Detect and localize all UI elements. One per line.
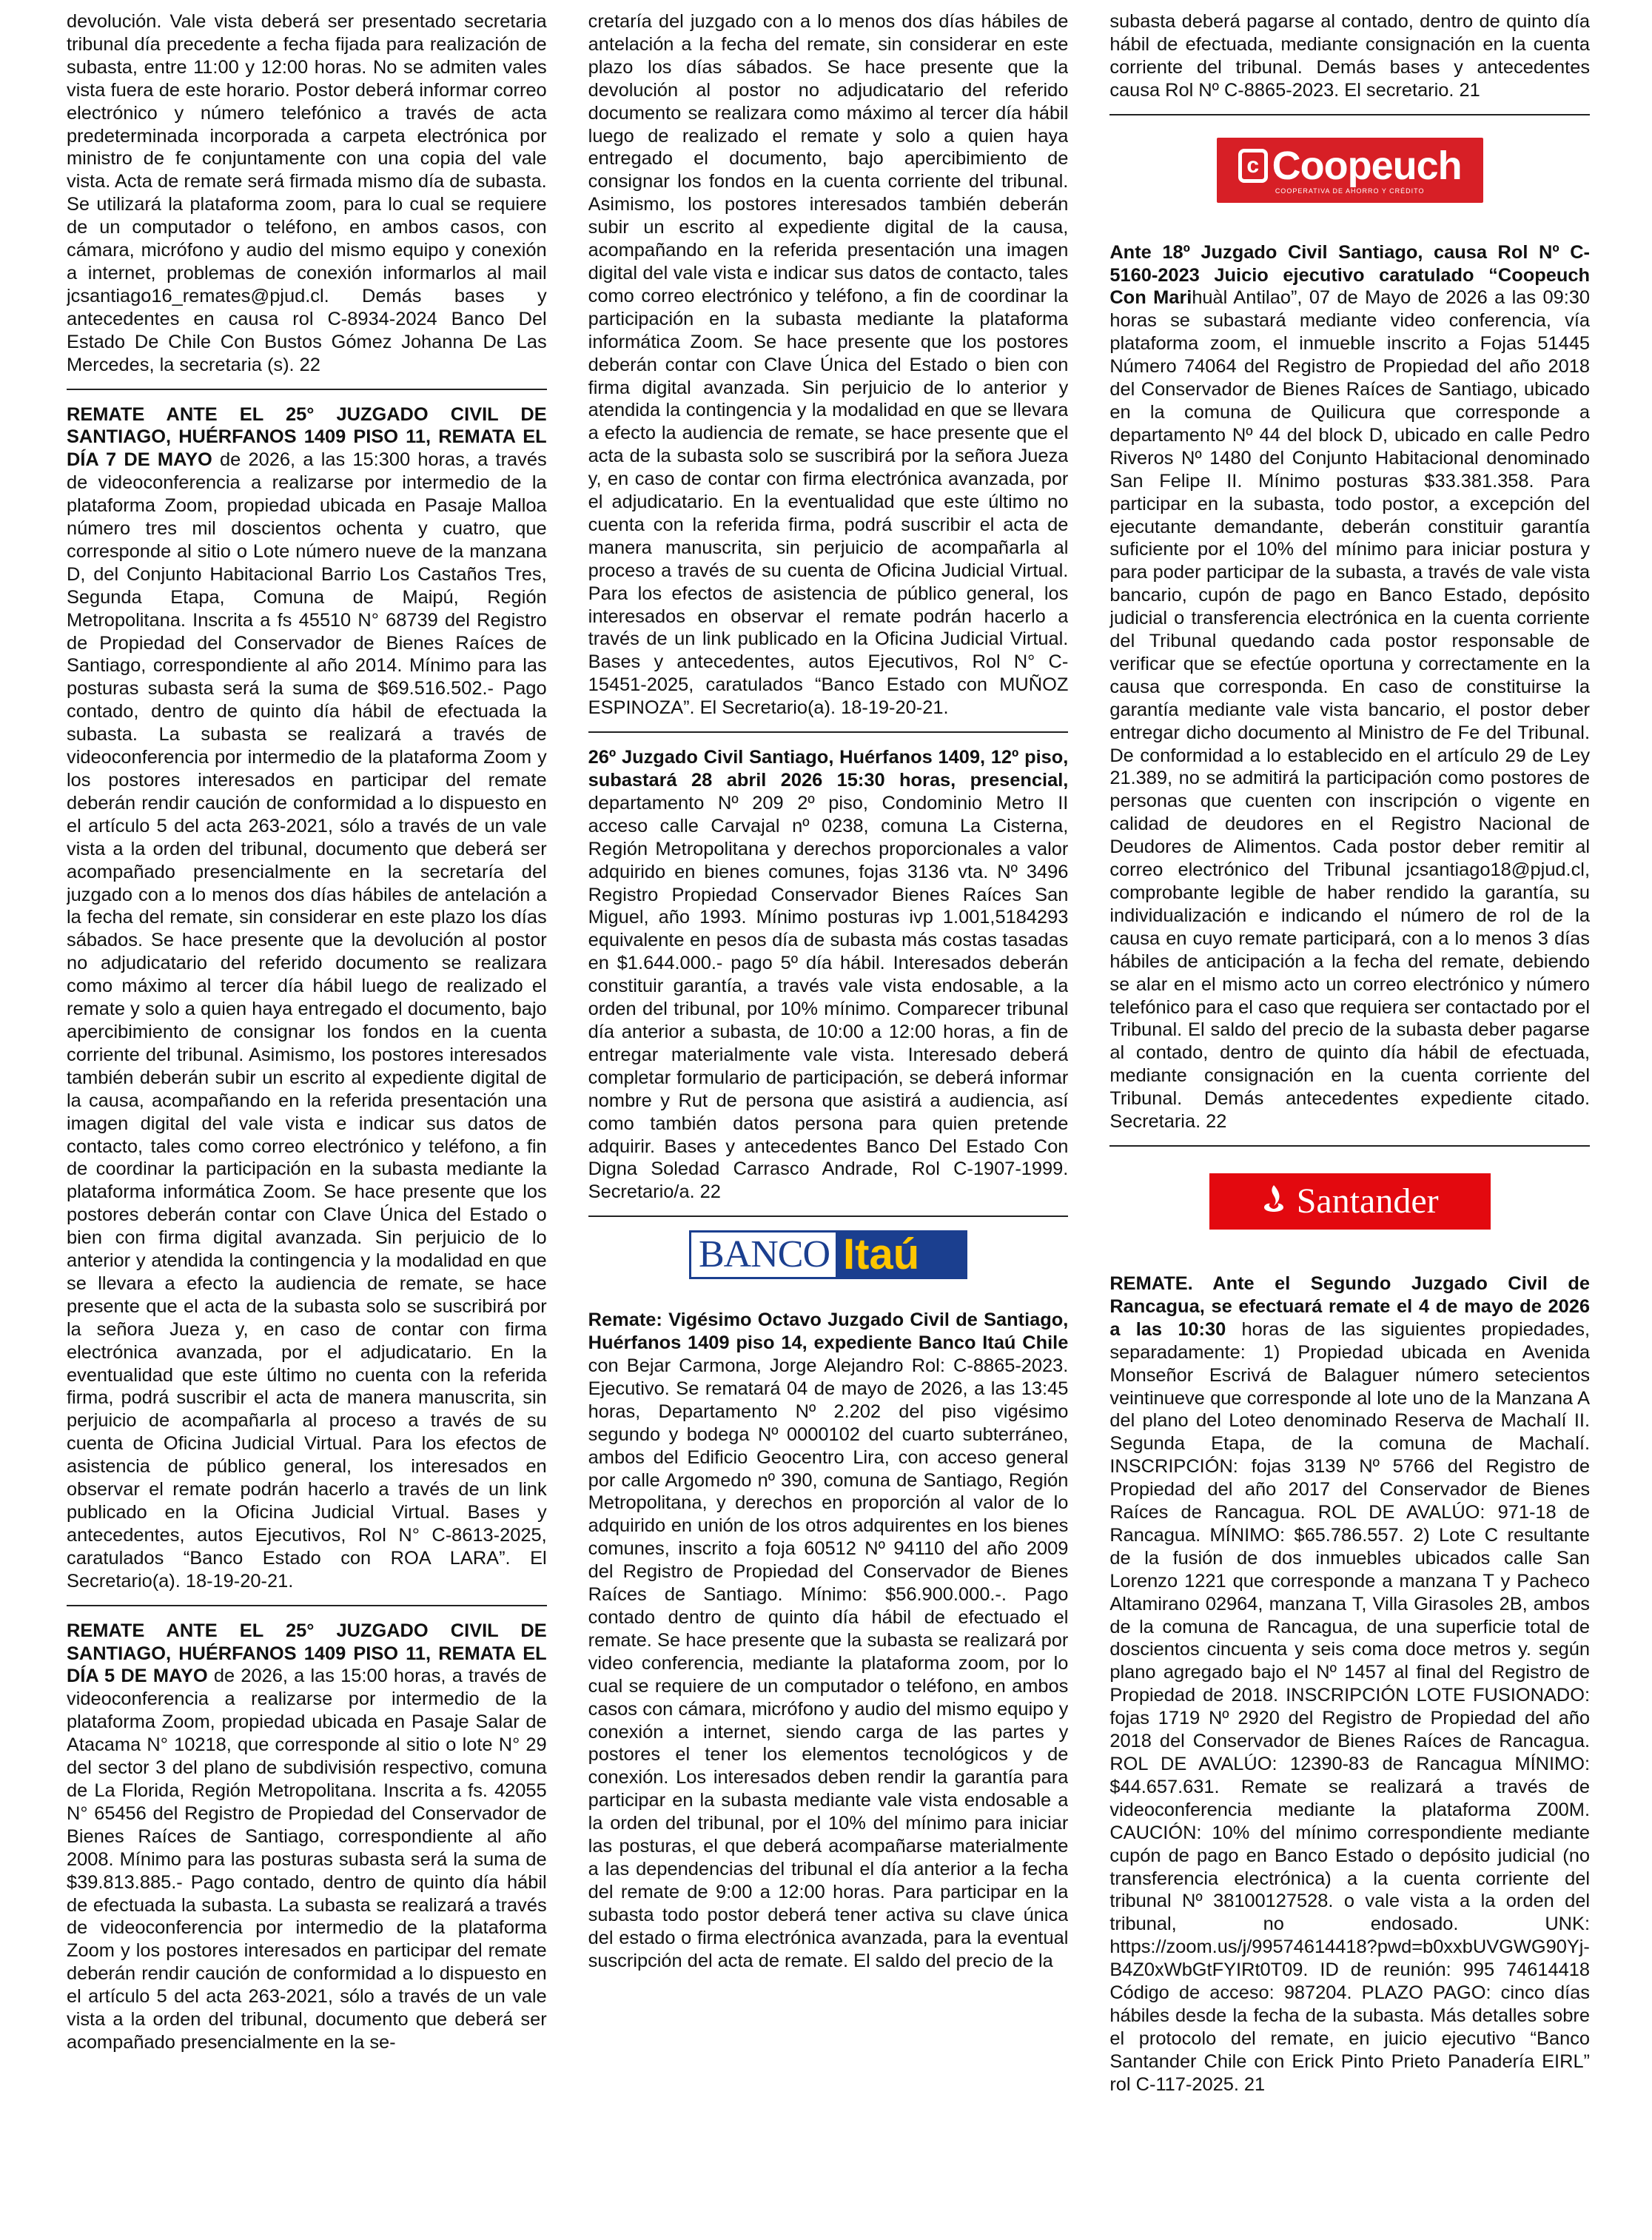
banco-itau-logo bbox=[588, 1230, 1069, 1279]
divider bbox=[588, 1215, 1069, 1217]
notice-18-juzgado-coopeuch bbox=[1109, 241, 1590, 1133]
notice-heading: Remate: Vigésimo Octavo Juzgado Civil de Santiago, Huérfanos 1409 piso 14, expediente Banco Itaú Chile bbox=[588, 1310, 1069, 1354]
divider bbox=[1109, 114, 1590, 115]
column-right bbox=[1109, 10, 1590, 2236]
notice-heading: REMATE ANTE EL 25° JUZGADO CIVIL DE SANTIAGO, HUÉRFANOS 1409 PISO 11, REMATA EL DÍA 5 DE MAYO bbox=[67, 1620, 547, 1687]
column-left bbox=[67, 10, 547, 2236]
logo-banco-text: BANCO bbox=[699, 1233, 830, 1276]
logo-coopeuch-text: Coopeuch bbox=[1272, 143, 1462, 188]
notice-text: de 2026, a las 15:300 horas, a través de videoconferencia a realizarse por intermedio de la plataforma Zoom, propiedad ubicada en Pasaje Malloa número tres mil doscientos ochenta y cuatro, que corresponde al sitio o Lote número nueve de la manzana D, del Conjunto Habitacional Barrio Los Castaños Tres, Segunda Etapa, Comuna de Maipú, Región Metropolitana. Inscrita a fs 45510 N° 68739 del Registro de Propiedad del Conservador de Bienes Raíces de Santiago, correspondiente al año 2014. Mínimo para las posturas subasta será la suma de $69.516.502.- Pago contado, dentro de quinto día hábil de efectuada la subasta. La subasta se realizará a través de videoconferencia por intermedio de la plataforma Zoom y los postores interesados en participar del remate deberán rendir caución de conformidad a lo dispuesto en el artículo 5 del acta 263-2021, sólo a través de un vale vista a la orden del tribunal, documento que deberá ser acompañado presencialmente en la secretaría del juzgado con a lo menos dos días hábiles de antelación a la fecha del remate, sin considerar en este plazo los días sábados. Se hace presente que la devolución al postor no adjudicatario del referido documento se realizara como máximo al tercer día hábil luego de realizado el remate y solo a quien haya entregado el documento, bajo apercibimiento de consignar los fondos en la cuenta corriente del tribunal. Asimismo, los postores interesados también deberán subir un escrito al expediente digital de la causa, acompañando en la referida presentación una imagen digital del vale vista e indicar sus datos de contacto, tales como correo electrónico y teléfono, a fin de coordinar la participación en la subasta mediante la plataforma informática Zoom. Se hace presente que los postores deberán contar con Clave Única del Estado o bien con firma digital avanzada. Sin perjuicio de lo anterior y atendida la contingencia y la modalidad en que se llevara a efecto la audiencia de remate, se hace presente que el acta de la subasta solo se suscribirá por la señora Jueza y, en caso de contar con firma electrónica avanzada, por el adjudicatario. En la eventualidad que este último no cuenta con la referida firma, podrá suscribir el acta de manera manuscrita, sin perjuicio de acompañarla al proceso a través de su cuenta de Oficina Judicial Virtual. Para los efectos de asistencia de público general, los interesados en observar el remate podrán hacerlo a través de un link publicado en la Oficina Judicial Virtual. Bases y antecedentes, autos Ejecutivos, Rol N° C-8613-2025, caratulados “Banco Estado con ROA LARA”. El Secretario(a). 18-19-20-21. bbox=[67, 449, 547, 1592]
notice-heading: 26º Juzgado Civil Santiago, Huérfanos 1409, 12º piso, subastará 28 abril 2026 15:30 horas, presencial, bbox=[588, 747, 1069, 791]
notice-25-juzgado-7-mayo bbox=[67, 403, 547, 1593]
notice-25-juzgado-5-mayo bbox=[67, 1620, 547, 2054]
notice-rancagua-santander bbox=[1109, 1272, 1590, 2096]
coopeuch-logo bbox=[1109, 129, 1590, 212]
logo-coopeuch-subtitle: COOPERATIVA DE AHORRO Y CRÉDITO bbox=[1275, 187, 1425, 195]
notice-continuation bbox=[1109, 10, 1590, 102]
santander-flame-icon bbox=[1261, 1184, 1286, 1219]
divider bbox=[1109, 1145, 1590, 1147]
notice-heading: REMATE ANTE EL 25° JUZGADO CIVIL DE SANTIAGO, HUÉRFANOS 1409 PISO 11, REMATA EL DÍA 7 DE MAYO bbox=[67, 403, 547, 471]
notice-heading: Ante 18º Juzgado Civil Santiago, causa Rol Nº C-5160-2023 Juicio ejecutivo caratulado “Coopeuch Con Mari bbox=[1109, 241, 1591, 309]
notice-continuation bbox=[588, 10, 1069, 720]
santander-logo bbox=[1109, 1160, 1590, 1243]
notice-text: huàl Antilao”, 07 de Mayo de 2026 a las 09:30 horas se subastará mediante video conferencia, vía plataforma zoom, el inmueble inscrito a Fojas 51445 Número 74064 del Registro de Propiedad del año 2018 del Conservador de Bienes Raíces de Santiago, ubicado en la comuna de Quilicura que corresponde a departamento Nº 44 del block D, ubicado en calle Pedro Riveros Nº 1480 del Conjunto Habitacional denominado San Felipe II. Mínimo posturas $33.381.358. Para participar en la subasta, todo postor, a excepción del ejecutante demandante, deberán constituir garantía suficiente por el 10% del mínimo para iniciar postura y para poder participar de la subasta, a través de vale vista bancario, cupón de pago en Banco Estado, depósito judicial o transferencia electrónica en la cuenta corriente del Tribunal quedando cada postor responsable de verificar que se efectúe oportuna y correctamente en la causa que corresponda. En caso de constituirse la garantía mediante vale vista bancario, el postor deber entregar dicho documento al Ministro de Fe del Tribunal. De conformidad a lo establecido en el artículo 29 de Ley 21.389, no se admitirá la participación como postores de personas que cuenten con inscripción o vigente en calidad de deudores en el Registro Nacional de Deudores de Alimentos. Cada postor deber remitir al correo electrónico del Tribunal jcsantiago18@pjud.cl, comprobante legible de haber rendido la garantía, su individualización e indicando el número de rol de la causa en cuyo remate participará, con a lo menos 3 días hábiles de anticipación a la fecha del remate, debiendo se alar en el mismo acto un correo electrónico y número telefónico para el caso que requiera ser contactado por el Tribunal. El saldo del precio de la subasta deber pagarse al contado, dentro de quinto día hábil de efectuada, mediante consignación en la cuenta corriente del Tribunal. Demás antecedentes expediente citado. Secretaria. 22 bbox=[1109, 287, 1591, 1133]
notice-heading: REMATE. Ante el Segundo Juzgado Civil de Rancagua, se efectuará remate el 4 de mayo de 2026 a las 10:30 bbox=[1109, 1272, 1591, 1340]
coopeuch-c-icon: c bbox=[1238, 149, 1268, 183]
divider bbox=[588, 731, 1069, 733]
notice-text: departamento Nº 209 2º piso, Condominio Metro II acceso calle Carvajal nº 0238, comuna La Cisterna, Región Metropolitana y derechos proporcionales a valor adquirido en bienes comunes, fojas 3136 vta. Nº 3496 Registro Propiedad Conservador Bienes Raíces San Miguel, año 1993. Mínimo posturas ivp 1.001,5184293 equivalente en pesos día de subasta más costas tasadas en $1.644.000.- pago 5º día hábil. Interesados deberán constituir garantía, a través vale vista endosable, a la orden del tribunal, por 10% mínimo. Comparecer tribunal día anterior a subasta, de 10:00 a 12:00 horas, a fin de entregar materialmente vale vista. Interesado deberá completar formulario de participación, se deberá informar nombre y Rut de persona que asistirá a audiencia, así como también datos persona para quien pretende adquirir. Bases y antecedentes Banco Del Estado Con Digna Soledad Carrasco Andrade, Rol C-1907-1999. Secretario/a. 22 bbox=[588, 792, 1069, 1203]
notice-text: de 2026, a las 15:00 horas, a través de videoconferencia a realizarse por intermedio de la plataforma Zoom, propiedad ubicada en Pasaje Salar de Atacama N° 10218, que corresponde al sitio o lote N° 29 del sector 3 del plano de subdivisión respectivo, comuna de La Florida, Región Metropolitana. Inscrita a fs. 42055 N° 65456 del Registro de Propiedad del Conservador de Bienes Raíces de Santiago, correspondiente al año 2008. Mínimo para las posturas subasta será la suma de $39.813.885.- Pago contado, dentro de quinto día hábil de efectuada la subasta. La subasta se realizará a través de videoconferencia por intermedio de la plataforma Zoom y los postores interesados en participar del remate deberán rendir caución de conformidad a lo dispuesto en el artículo 5 del acta 263-2021, sólo a través de un vale vista a la orden del tribunal, documento que deberá ser acompañado presencialmente en la se- bbox=[67, 1666, 547, 2053]
notice-text: subasta deberá pagarse al contado, dentro de quinto día hábil de efectuada, mediante consignación en la cuenta corriente del tribunal. Demás bases y antecedentes causa Rol Nº C-8865-2023. El secretario. 21 bbox=[1109, 11, 1591, 101]
notice-26-juzgado bbox=[588, 746, 1069, 1204]
logo-itau-text: Itaú bbox=[836, 1233, 965, 1277]
notice-continuation bbox=[67, 10, 547, 377]
notice-28-juzgado-itau bbox=[588, 1309, 1069, 1972]
notice-text: cretaría del juzgado con a lo menos dos días hábiles de antelación a la fecha del remate, sin considerar en este plazo los días sábados. Se hace presente que la devolución al postor no adjudicatario del referido documento se realizara como máximo al tercer día hábil luego de realizado el remate y solo a quien haya entregado el documento, bajo apercibimiento de consignar los fondos en la cuenta corriente del tribunal. Asimismo, los postores interesados también deberán subir un escrito al expediente digital de la causa, acompañando en la referida presentación una imagen digital del vale vista e indicar sus datos de contacto, tales como correo electrónico y teléfono, a fin de coordinar la participación en la subasta mediante la plataforma informática Zoom. Se hace presente que los postores deberán contar con Clave Única del Estado o bien con firma digital avanzada. Sin perjuicio de lo anterior y atendida la contingencia y la modalidad en que se llevara a efecto la audiencia de remate, se hace presente que el acta de la subasta solo se suscribirá por la señora Jueza y, en caso de contar con firma electrónica avanzada, por el adjudicatario. En la eventualidad que este último no cuenta con la referida firma, podrá suscribir el acta de manera manuscrita, sin perjuicio de acompañarla al proceso a través de su cuenta de Oficina Judicial Virtual. Para los efectos de asistencia de público general, los interesados en observar el remate podrán hacerlo a través de un link publicado en la Oficina Judicial Virtual. Bases y antecedentes, autos Ejecutivos, Rol N° C-15451-2025, caratulados “Banco Estado con MUÑOZ ESPINOZA”. El Secretario(a). 18-19-20-21. bbox=[588, 11, 1069, 719]
divider bbox=[67, 389, 547, 390]
notice-text: con Bejar Carmona, Jorge Alejandro Rol: C-8865-2023. Ejecutivo. Se rematará 04 de mayo de 2026, a las 13:45 horas, Departamento Nº 2.202 del piso vigésimo segundo y bodega Nº 0000102 del cuarto subterráneo, ambos del Edificio Geocentro Lira, con acceso general por calle Argomedo nº 390, comuna de Santiago, Región Metropolitana, y derechos en proporción al valor de lo adquirido en unión de los otros adquirentes en los bienes comunes, inscrito a foja 60512 Nº 94110 del año 2009 del Registro de Propiedad del Conservador de Bienes Raíces de Santiago. Mínimo: $56.900.000.-. Pago contado dentro de quinto día hábil de efectuado el remate. Se hace presente que la subasta se realizará por video conferencia, mediante la plataforma zoom, por lo cual se requiere de un computador o teléfono, en ambos casos con cámara, micrófono y audio del mismo equipo y conexión a internet, siendo carga de las partes y postores el tener los elementos tecnológicos y de conexión. Los interesados deben rendir la garantía para participar en la subasta mediante vale vista endosable a la orden del tribunal, por el 10% del mínimo para iniciar las posturas, el que deberá acompañarse materialmente a las dependencias del tribunal el día anterior a la fecha del remate de 9:00 a 12:00 horas. Para participar en la subasta todo postor deberá tener activa su clave única del estado o firma electrónica avanzada, para la eventual suscripción del acta de remate. El saldo del precio de la bbox=[588, 1355, 1069, 1971]
divider bbox=[67, 1605, 547, 1606]
column-middle bbox=[588, 10, 1069, 2236]
notice-text: horas de las siguientes propiedades, separadamente: 1) Propiedad ubicada en Avenida Monseñor Escrivá de Balaguer número setecientos veintinueve que corresponde al lote uno de la Manzana A del plano del Loteo denominado Reserva de Machalí II. Segunda Etapa, de la comuna de Machalí. INSCRIPCIÓN: fojas 3139 Nº 5766 del Registro de Propiedad del año 2017 del Conservador de Bienes Raíces de Rancagua. ROL DE AVALÚO: 971-18 de Rancagua. MÍNIMO: $65.786.557. 2) Lote C resultante de la fusión de dos inmuebles ubicados calle San Lorenzo 1221 que corresponde a manzana T y Pacheco Altamirano 02964, manzana T, Villa Girasoles 2B, ambos de la comuna de Rancagua, de una superficie total de doscientos cincuenta y seis coma doce metros y. según plano agregado bajo el Nº 1457 al final del Registro de Propiedad de 2018. INSCRIPCIÓN LOTE FUSIONADO: fojas 1719 Nº 2920 del Registro de Propiedad del año 2018 del Conservador de Bienes Raíces de Rancagua. ROL DE AVALÚO: 12390-83 de Rancagua MÍNIMO: $44.657.631. Remate se realizará a través de videoconferencia mediante la plataforma Z00M. CAUCIÓN: 10% del mínimo correspondiente mediante cupón de pago en Banco Estado o depósito judicial (no transferencia electrónica) a la cuenta corriente del tribunal Nº 38100127528. o vale vista a la orden del tribunal, no endosado. UNK: https://zoom.us/j/99574614418?pwd=b0xxbUVGWG90Yj-B4Z0xWbGtFYIRt0T09. ID de reunión: 995 74614418 Código de acceso: 987204. PLAZO PAGO: cinco días hábiles desde la fecha de la subasta. Más detalles sobre el protocolo del remate, en juicio ejecutivo “Banco Santander Chile con Erick Pinto Prieto Panadería EIRL” rol C-117-2025. 21 bbox=[1109, 1318, 1591, 2095]
logo-santander-text: Santander bbox=[1296, 1181, 1439, 1221]
notice-text: devolución. Vale vista deberá ser presentado secretaria tribunal día precedente a fecha fijada para realización de subasta, entre 11:00 y 12:00 horas. No se admiten vales vista fuera de este horario. Postor deberá informar correo electrónico y número telefónico a través de acta predeterminada incorporada a carpeta electrónica por ministro de fe conjuntamente con una copia del vale vista. Acta de remate será firmada mismo día de subasta. Se utilizará la plataforma zoom, para lo cual se requiere de un computador o teléfono, en ambos casos, con cámara, micrófono y audio del mismo equipo y conexión a internet, problemas de conexión informarlos al mail jcsantiago16_remates@pjud.cl. Demás bases y antecedentes en causa rol C-8934-2024 Banco Del Estado De Chile Con Bustos Gómez Johanna De Las Mercedes, la secretaria (s). 22 bbox=[67, 11, 547, 375]
